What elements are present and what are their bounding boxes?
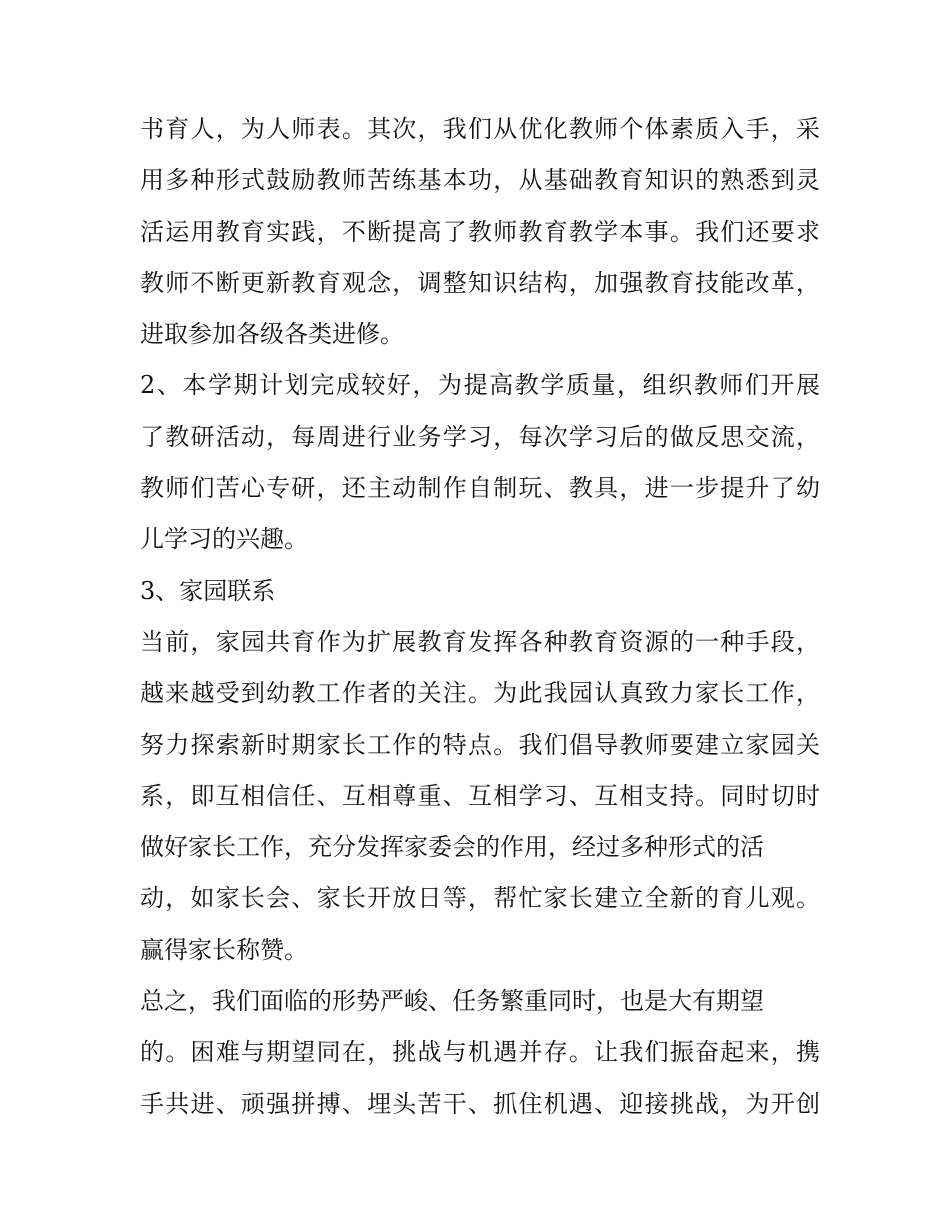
text-line: 用多种形式鼓励教师苦练基本功，从基础教育知识的熟悉到灵 [140,166,820,195]
text-line: 手共进、顽强拼搏、埋头苦干、抓住机遇、迎接挑战，为开创 [140,1089,820,1118]
text-line: 书育人，为人师表。其次，我们从优化教师个体素质入手，采 [140,115,820,143]
text-line: 2、本学期计划完成较好，为提高教学质量，组织教师们开展 [140,371,820,400]
text-line: 做好家长工作，充分发挥家委会的作用，经过多种形式的活 [140,833,764,862]
text-line: 儿学习的兴趣。 [140,525,308,554]
text-line: 的。困难与期望同在，挑战与机遇并存。让我们振奋起来，携 [140,1038,820,1067]
text-line: 动，如家长会、家长开放日等，帮忙家长建立全新的育儿观。 [140,884,820,913]
text-line: 教师不断更新教育观念，调整知识结构，加强教育技能改革， [140,268,820,297]
text-line: 赢得家长称赞。 [140,935,308,964]
text-line: 越来越受到幼教工作者的关注。为此我园认真致力家长工作， [140,679,820,708]
text-line: 进取参加各级各类进修。 [140,320,404,349]
text-line: 当前，家园共育作为扩展教育发挥各种教育资源的一种手段， [140,627,820,656]
text-line: 总之，我们面临的形势严峻、任务繁重同时，也是大有期望 [140,987,764,1016]
text-line: 教师们苦心专研，还主动制作自制玩、教具，进一步提升了幼 [140,474,820,503]
section-heading: 3、家园联系 [140,576,276,605]
text-line: 活运用教育实践，不断提高了教师教育教学本事。我们还要求 [140,217,820,246]
text-line: 系，即互相信任、互相尊重、互相学习、互相支持。同时切时 [140,781,820,810]
text-line: 努力探索新时期家长工作的特点。我们倡导教师要建立家园关 [140,730,820,759]
text-line: 了教研活动，每周进行业务学习，每次学习后的做反思交流， [140,422,820,451]
document-body [140,104,820,1130]
